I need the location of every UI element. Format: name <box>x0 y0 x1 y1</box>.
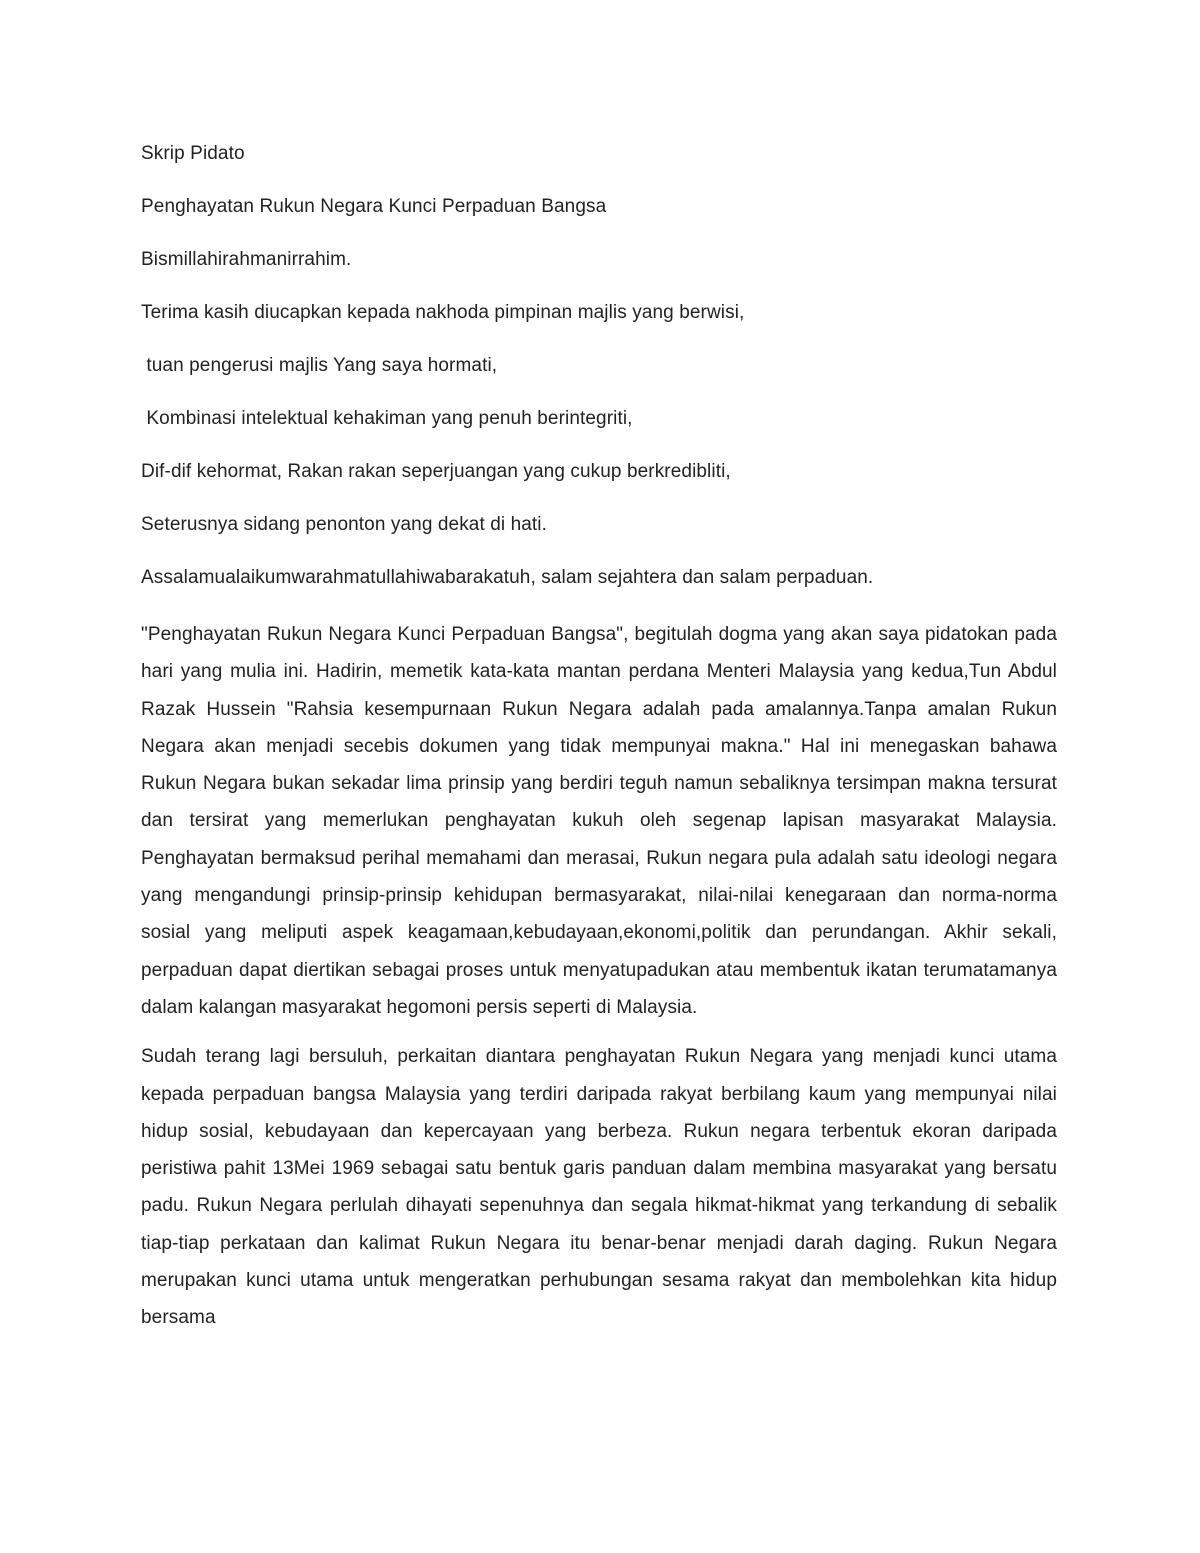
greeting-line: tuan pengerusi majlis Yang saya hormati, <box>141 355 498 376</box>
speech-topic: Penghayatan Rukun Negara Kunci Perpaduan Bangsa <box>141 196 607 217</box>
greeting-line: Dif-dif kehormat, Rakan rakan seperjuangan yang cukup berkrediblit​i, <box>141 461 731 482</box>
body-paragraph: Sudah terang lagi bersuluh, perkaitan diantara penghayatan Rukun Negara yang menjadi kunci utama kepada perpaduan bangsa Malaysia yang terdiri daripada rakyat berbilang kaum yang mempunyai nilai hidup sosial, kebudayaan dan kepercayaan yang berbeza. Rukun negara terbentuk ekoran daripada peristiwa pahit 13Mei 1969 sebagai satu bentuk garis panduan dalam membina masyarakat yang bersatu padu. Rukun Negara perlulah dihayati sepenuhnya dan segala hikmat-hikmat yang terkandung di sebalik tiap-tiap perkataan dan kalimat Rukun Negara itu benar-benar menjadi darah daging. Rukun Negara merupakan kunci utama untuk mengeratkan perhubungan sesama rakyat dan membolehkan kita hidup bersama <box>141 1046 1057 1329</box>
greeting-line: Kombinasi intelektual kehakiman yang penuh berintegriti, <box>141 408 633 429</box>
greeting-line: Terima kasih diucapkan kepada nakhoda pimpinan majlis yang berwisi, <box>141 302 745 323</box>
salutation-line: Assalamualaikumwarahmatullahiwabarakatuh, salam sejahtera dan salam perpaduan. <box>141 567 874 588</box>
document-title: Skrip Pidato <box>141 143 245 164</box>
opening-line: Bismillahirahmanirrahim. <box>141 249 352 270</box>
document-body <box>141 139 1057 1337</box>
body-paragraph: "Penghayatan Rukun Negara Kunci Perpaduan Bangsa", begitulah dogma yang akan saya pidatokan pada hari yang mulia ini. Hadirin, memetik kata-kata mantan perdana Menteri Malaysia yang kedua,Tun Abdul Razak Hussein "Rahsia kesempurnaan Rukun Negara adalah pada amalannya.Tanpa amalan Rukun Negara akan menjadi secebis dokumen yang tidak mempunyai makna." Hal ini menegaskan bahawa Rukun Negara bukan sekadar lima prinsip yang berdiri teguh namun sebaliknya tersimpan makna tersurat dan tersirat yang memerlukan penghayatan kukuh oleh segenap lapisan masyarakat Malaysia. Penghayatan bermaksud perihal memahami dan merasai, Rukun negara pula adalah satu ideologi negara yang mengandungi prinsip-prinsip kehidupan bermasyarakat, nilai-nilai kenegaraan dan norma-norma sosial yang meliputi aspek keagamaan,kebudayaan,ekonomi,politik dan perundangan. Akhir sekali, perpaduan dapat diertikan sebagai proses untuk menyatupadukan atau membentuk ikatan terumatamanya dalam kalangan masyarakat hegomoni persis seperti di Malaysia. <box>141 624 1057 1018</box>
greeting-line: Seterusnya sidang penonton yang dekat di hati. <box>141 514 548 535</box>
